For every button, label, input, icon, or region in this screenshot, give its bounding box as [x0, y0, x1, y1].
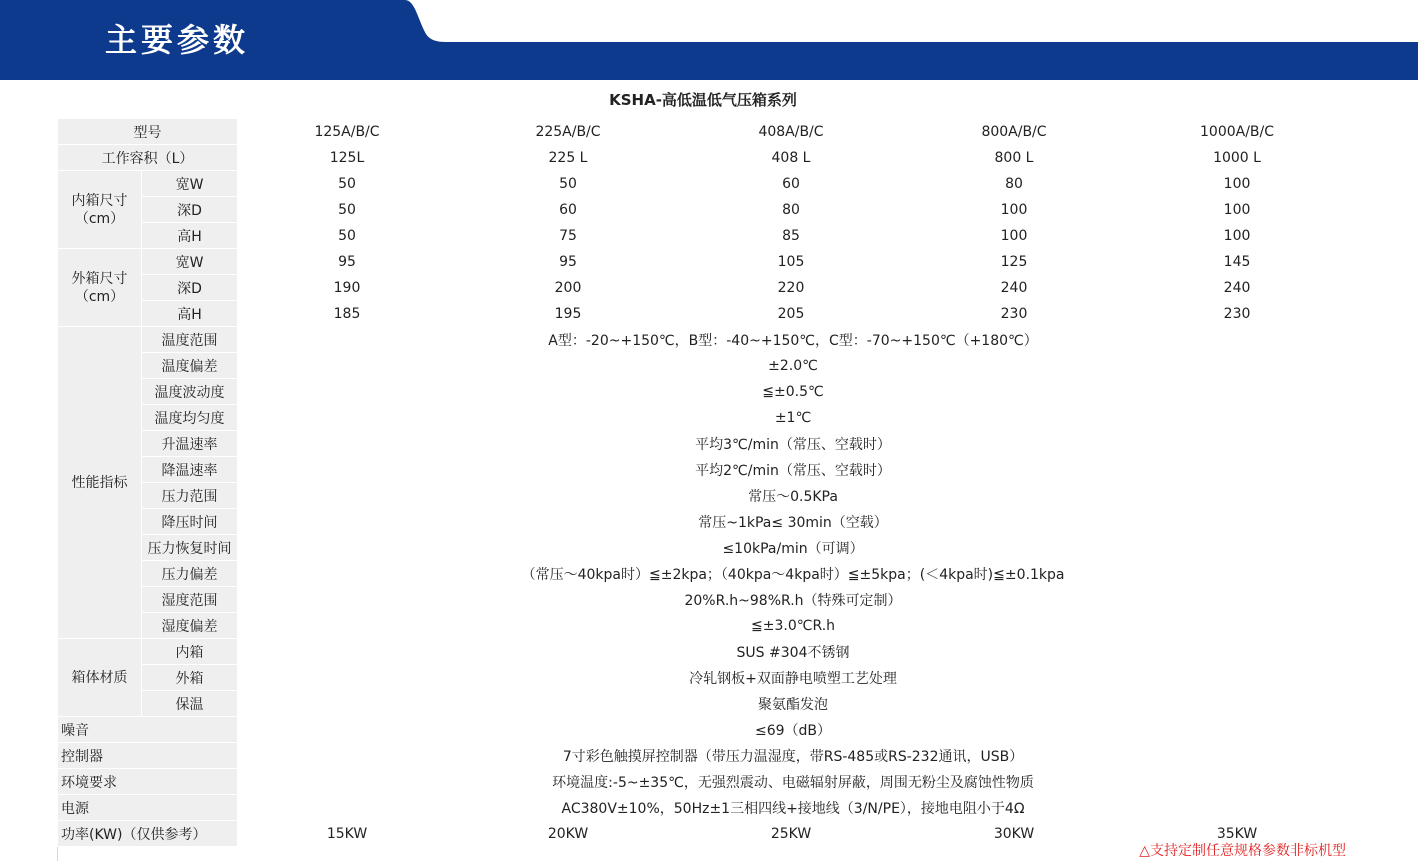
power-cell: 35KW — [1126, 821, 1349, 847]
table-row — [58, 795, 1349, 821]
dimension-label: 高H — [142, 223, 238, 249]
performance-label: 温度波动度 — [142, 379, 238, 405]
table-row — [58, 509, 1349, 535]
performance-label: 降压时间 — [142, 509, 238, 535]
volume-cell: 408 L — [680, 145, 903, 171]
table-row — [58, 301, 1349, 327]
dimension-cell: 105 — [680, 249, 903, 275]
table-row — [58, 118, 1349, 145]
table-row — [58, 249, 1349, 275]
model-cell: 225A/B/C — [457, 118, 680, 145]
performance-value: 20%R.h~98%R.h（特殊可定制） — [238, 587, 1349, 613]
table-row — [58, 405, 1349, 431]
performance-label: 压力偏差 — [142, 561, 238, 587]
dimension-cell: 50 — [457, 171, 680, 197]
volume-cell: 225 L — [457, 145, 680, 171]
dimension-cell: 185 — [238, 301, 457, 327]
dimension-label: 宽W — [142, 249, 238, 275]
performance-value: 常压~1kPa≤ 30min（空载） — [238, 509, 1349, 535]
model-cell: 125A/B/C — [238, 118, 457, 145]
misc-value: 7寸彩色触摸屏控制器（带压力温湿度，带RS-485或RS-232通讯，USB） — [238, 743, 1349, 769]
dimension-cell: 50 — [238, 223, 457, 249]
performance-label: 湿度范围 — [142, 587, 238, 613]
dimension-cell: 50 — [238, 171, 457, 197]
dimension-cell: 60 — [457, 197, 680, 223]
dimension-cell: 205 — [680, 301, 903, 327]
table-row — [58, 613, 1349, 639]
table-row — [58, 717, 1349, 743]
misc-label: 电源 — [58, 795, 238, 821]
material-label: 保温 — [142, 691, 238, 717]
dimension-cell: 100 — [1126, 171, 1349, 197]
material-group: 箱体材质 — [58, 639, 142, 717]
table-title: KSHA-高低温低气压箱系列 — [58, 81, 1349, 119]
table-row — [58, 743, 1349, 769]
power-cell: 30KW — [903, 821, 1126, 847]
performance-value: 平均2℃/min（常压、空载时） — [238, 457, 1349, 483]
table-row — [58, 587, 1349, 613]
performance-label: 升温速率 — [142, 431, 238, 457]
dimension-cell: 100 — [903, 197, 1126, 223]
dimension-cell: 60 — [680, 171, 903, 197]
table-title-row — [58, 81, 1349, 119]
volume-label: 工作容积（L） — [58, 145, 238, 171]
dimension-cell: 100 — [1126, 223, 1349, 249]
dimension-cell: 75 — [457, 223, 680, 249]
dimension-cell: 100 — [1126, 197, 1349, 223]
dimension-cell: 125 — [903, 249, 1126, 275]
header-banner — [0, 0, 1418, 80]
model-cell: 1000A/B/C — [1126, 118, 1349, 145]
dimension-cell: 145 — [1126, 249, 1349, 275]
performance-value: ≤10kPa/min（可调） — [238, 535, 1349, 561]
table-row — [58, 639, 1349, 665]
dimension-cell: 195 — [457, 301, 680, 327]
spec-table — [57, 80, 1349, 847]
dimension-label: 高H — [142, 301, 238, 327]
table-row — [58, 691, 1349, 717]
performance-label: 压力范围 — [142, 483, 238, 509]
misc-value: 环境温度:-5~±35℃，无强烈震动、电磁辐射屏蔽，周围无粉尘及腐蚀性物质 — [238, 769, 1349, 795]
performance-value: ≦±3.0℃R.h — [238, 613, 1349, 639]
performance-label: 温度范围 — [142, 327, 238, 353]
performance-label: 降温速率 — [142, 457, 238, 483]
dimension-cell: 190 — [238, 275, 457, 301]
table-row — [58, 327, 1349, 353]
inner-size-group: 内箱尺寸（cm） — [58, 171, 142, 249]
material-label: 外箱 — [142, 665, 238, 691]
dimension-cell: 240 — [903, 275, 1126, 301]
table-row — [58, 457, 1349, 483]
dimension-cell: 230 — [903, 301, 1126, 327]
volume-cell: 800 L — [903, 145, 1126, 171]
model-label: 型号 — [58, 118, 238, 145]
dimension-cell: 95 — [238, 249, 457, 275]
dimension-cell: 80 — [680, 197, 903, 223]
performance-value: （常压～40kpa时）≦±2kpa；（40kpa～4kpa时）≦±5kpa；(＜4kpa时)≦±0.1kpa — [238, 561, 1349, 587]
dimension-cell: 85 — [680, 223, 903, 249]
power-cell: 25KW — [680, 821, 903, 847]
performance-label: 温度均匀度 — [142, 405, 238, 431]
material-label: 内箱 — [142, 639, 238, 665]
material-value: 冷轧钢板+双面静电喷塑工艺处理 — [238, 665, 1349, 691]
misc-label: 控制器 — [58, 743, 238, 769]
page-title: 主要参数 — [105, 21, 250, 59]
table-row — [58, 665, 1349, 691]
performance-value: ±2.0℃ — [238, 353, 1349, 379]
dimension-label: 深D — [142, 197, 238, 223]
custom-note: △支持定制任意规格参数非标机型 — [1139, 843, 1346, 859]
table-row — [58, 379, 1349, 405]
table-row — [58, 353, 1349, 379]
table-row — [58, 145, 1349, 171]
power-cell: 20KW — [457, 821, 680, 847]
misc-label: 环境要求 — [58, 769, 238, 795]
table-row — [58, 535, 1349, 561]
volume-cell: 1000 L — [1126, 145, 1349, 171]
model-cell: 408A/B/C — [680, 118, 903, 145]
performance-value: ±1℃ — [238, 405, 1349, 431]
outer-size-group: 外箱尺寸（cm） — [58, 249, 142, 327]
misc-value: ≤69（dB） — [238, 717, 1349, 743]
dimension-label: 宽W — [142, 171, 238, 197]
dimension-cell: 240 — [1126, 275, 1349, 301]
table-row — [58, 223, 1349, 249]
dimension-cell: 220 — [680, 275, 903, 301]
performance-value: A型：-20~+150℃，B型：-40~+150℃，C型：-70~+150℃（+180℃） — [238, 327, 1349, 353]
table-row — [58, 561, 1349, 587]
misc-label: 噪音 — [58, 717, 238, 743]
dimension-cell: 230 — [1126, 301, 1349, 327]
model-cell: 800A/B/C — [903, 118, 1126, 145]
table-row — [58, 431, 1349, 457]
performance-value: ≦±0.5℃ — [238, 379, 1349, 405]
power-cell: 15KW — [238, 821, 457, 847]
performance-label: 温度偏差 — [142, 353, 238, 379]
volume-cell: 125L — [238, 145, 457, 171]
performance-label: 压力恢复时间 — [142, 535, 238, 561]
dimension-cell: 200 — [457, 275, 680, 301]
table-row — [58, 769, 1349, 795]
dimension-cell: 80 — [903, 171, 1126, 197]
table-row — [58, 483, 1349, 509]
table-row — [58, 171, 1349, 197]
material-value: SUS #304不锈钢 — [238, 639, 1349, 665]
dimension-cell: 95 — [457, 249, 680, 275]
dimension-cell: 100 — [903, 223, 1126, 249]
performance-value: 常压～0.5KPa — [238, 483, 1349, 509]
performance-value: 平均3℃/min（常压、空载时） — [238, 431, 1349, 457]
dimension-cell: 50 — [238, 197, 457, 223]
table-row — [58, 197, 1349, 223]
misc-value: AC380V±10%，50Hz±1三相四线+接地线（3/N/PE），接地电阻小于4Ω — [238, 795, 1349, 821]
table-row — [58, 275, 1349, 301]
power-label: 功率(KW)（仅供参考） — [58, 821, 238, 847]
performance-group: 性能指标 — [58, 327, 142, 639]
dimension-label: 深D — [142, 275, 238, 301]
performance-label: 湿度偏差 — [142, 613, 238, 639]
material-value: 聚氨酯发泡 — [238, 691, 1349, 717]
